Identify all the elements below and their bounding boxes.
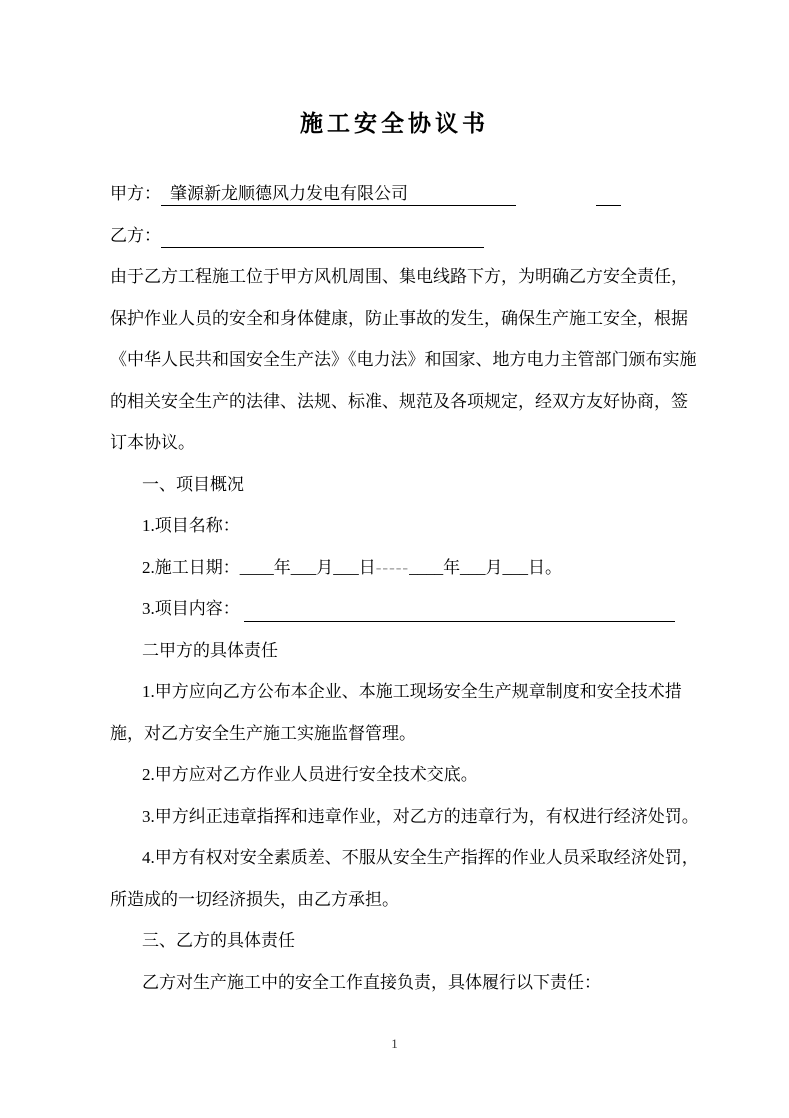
party-a-name-field[interactable]: 肇源新龙顺德风力发电有限公司	[161, 182, 516, 206]
page-number: 1	[391, 1036, 398, 1051]
section-2-heading: 二甲方的具体责任	[142, 640, 278, 660]
project-content-row	[110, 595, 675, 637]
document-body	[110, 180, 699, 1010]
preamble-line: 的相关安全生产的法律、法规、标准、规范及各项规定，经双方友好协商，签	[110, 391, 688, 411]
preamble-line: 《中华人民共和国安全生产法》《电力法》和国家、地方电力主管部门颁布实施	[110, 350, 697, 369]
clause-line: 4.甲方有权对安全素质差、不服从安全生产指挥的作业人员采取经济处罚，	[142, 848, 699, 867]
date-blank-start-field[interactable]: ____年___月___日	[239, 557, 376, 577]
clause-line: 施，对乙方安全生产施工实施监督管理。	[110, 723, 416, 743]
project-content-field[interactable]	[244, 597, 675, 622]
project-content-label: 3.项目内容：	[142, 599, 240, 618]
construction-date-label: 2.施工日期：	[142, 557, 240, 577]
section-1-heading: 一、项目概况	[142, 474, 244, 494]
preamble-line: 订本协议。	[110, 433, 195, 452]
party-a-extra-blank-field[interactable]	[596, 182, 621, 206]
party-a-label: 甲方：	[110, 184, 161, 203]
party-b-label: 乙方：	[110, 225, 161, 245]
project-name-label: 1.项目名称：	[142, 516, 240, 535]
construction-date-row	[110, 554, 675, 596]
party-a-row	[110, 180, 675, 222]
clause-line: 3.甲方纠正违章指挥和违章作业，对乙方的违章行为，有权进行经济处罚。	[142, 806, 699, 826]
section-3-intro: 乙方对生产施工中的安全工作直接负责，具体履行以下责任：	[142, 972, 601, 992]
party-b-name-field[interactable]	[161, 224, 484, 248]
date-blank-end-field[interactable]: ____年___月___日。	[409, 557, 563, 577]
clause-line: 2.甲方应对乙方作业人员进行安全技术交底。	[142, 765, 478, 784]
document-title: 施工安全协议书	[300, 111, 489, 136]
clause-line: 所造成的一切经济损失，由乙方承担。	[110, 889, 399, 909]
clause-line: 1.甲方应向乙方公布本企业、本施工现场安全生产规章制度和安全技术措	[142, 682, 682, 701]
section-3-heading: 三、乙方的具体责任	[142, 931, 295, 950]
date-separator-dashes: -----	[375, 557, 410, 577]
preamble-line: 保护作业人员的安全和身体健康，防止事故的发生，确保生产施工安全，根据	[110, 308, 688, 328]
party-b-row	[110, 222, 675, 264]
preamble-line: 由于乙方工程施工位于甲方风机周围、集电线路下方，为明确乙方安全责任，	[110, 267, 688, 286]
